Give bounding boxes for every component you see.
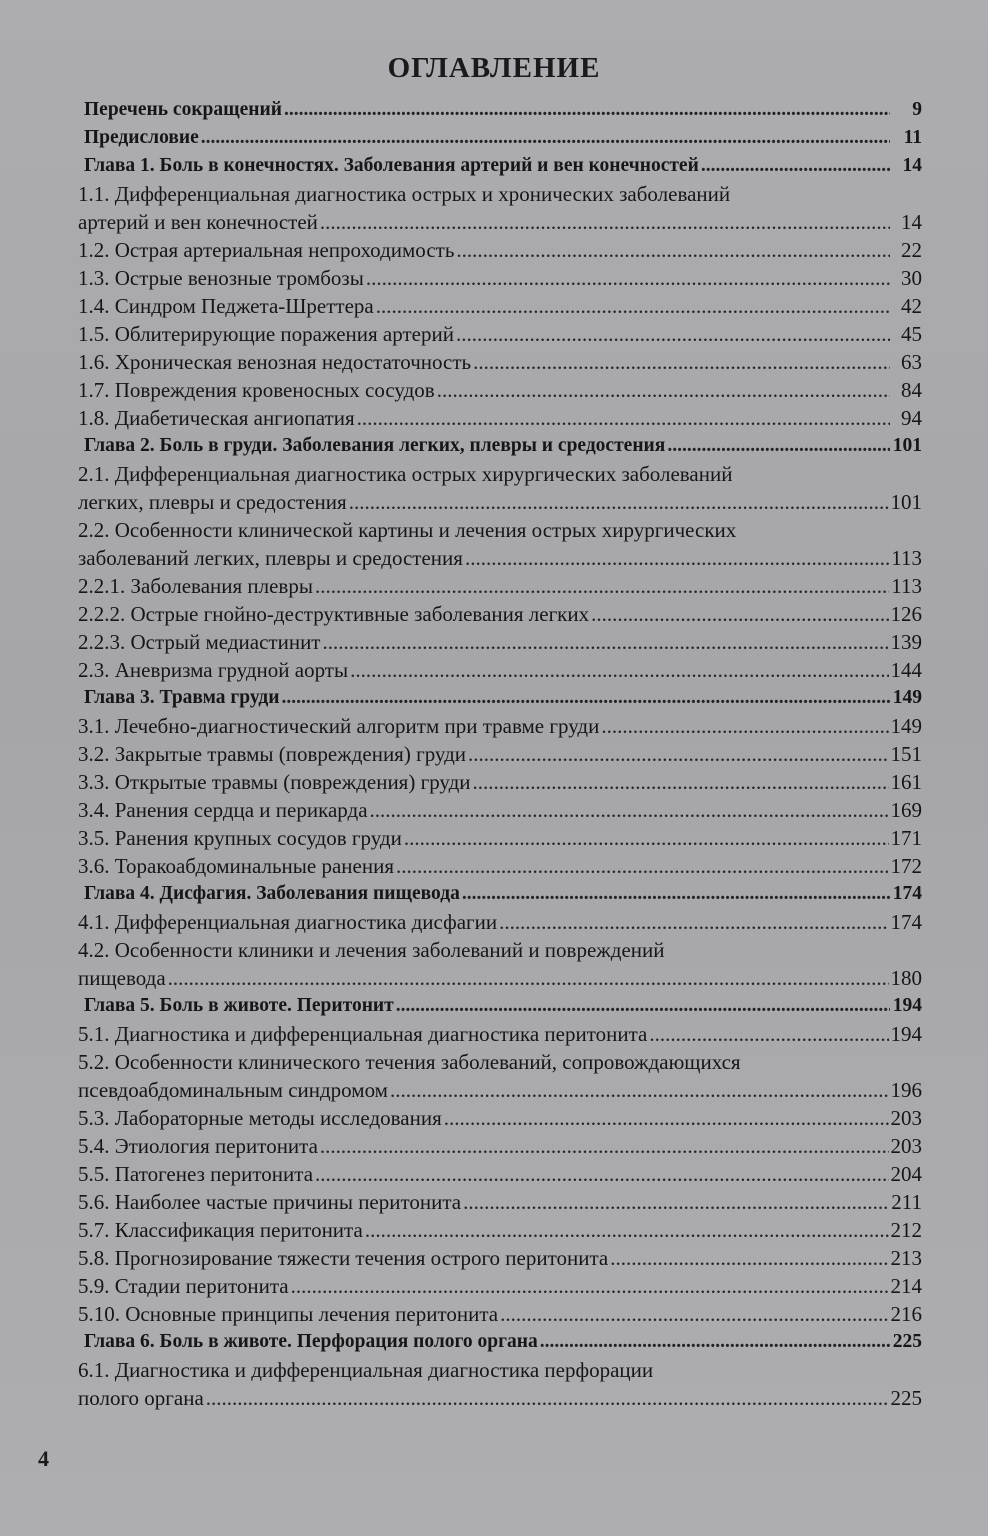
dot-leader [456,320,890,348]
toc-page-number: 30 [901,266,922,290]
toc-section-entry [72,628,922,656]
toc-chapter-entry [72,684,922,712]
dot-leader [437,376,890,404]
toc-chapter-entry [72,992,922,1020]
toc-entry-title: легких, плевры и средостения [78,490,347,514]
toc-page-number: 113 [891,574,922,598]
toc-section-entry [72,1048,922,1104]
toc-page-number: 94 [901,406,922,430]
table-of-contents [72,96,922,1412]
toc-page-number: 22 [901,238,922,262]
toc-page-number: 194 [890,1022,922,1046]
toc-page-number: 126 [890,602,922,626]
toc-entry-title: 5.3. Лабораторные методы исследования [78,1106,442,1130]
toc-entry-title: заболеваний легких, плевры и средостения [78,546,463,570]
toc-page-number: 84 [901,378,922,402]
toc-section-entry [72,376,922,404]
dot-leader [701,152,890,180]
dot-leader [610,1244,888,1272]
toc-entry-title: псевдоабдоминальным синдромом [78,1078,388,1102]
toc-page-number: 211 [891,1190,922,1214]
toc-entry-title: Глава 5. Боль в животе. Перитонит [84,995,394,1016]
toc-entry-title: Глава 4. Дисфагия. Заболевания пищевода [84,883,460,904]
toc-entry-title: 3.3. Открытые травмы (повреждения) груди [78,770,471,794]
toc-entry-title: 5.10. Основные принципы лечения перитонита [78,1302,499,1326]
toc-section-entry [72,516,922,572]
toc-section-entry [72,768,922,796]
toc-section-entry [72,656,922,684]
toc-entry-title-first-line: 5.2. Особенности клинического течения заболеваний, сопровождающихся [78,1050,741,1074]
dot-leader [315,1160,888,1188]
toc-page-number: 212 [890,1218,922,1242]
toc-section-entry [72,460,922,516]
toc-section-entry [72,292,922,320]
toc-section-entry [72,180,922,236]
dot-leader [376,292,890,320]
toc-chapter-entry [72,880,922,908]
dot-leader [667,432,890,460]
dot-leader [540,1328,890,1356]
toc-section-entry [72,600,922,628]
toc-chapter-entry [72,124,922,152]
toc-page-number: 203 [890,1106,922,1130]
toc-page-number: 149 [890,714,922,738]
dot-leader [444,1104,889,1132]
toc-page-number: 174 [890,910,922,934]
dot-leader [322,628,888,656]
toc-page-number: 171 [890,826,922,850]
toc-entry-title: пищевода [78,966,166,990]
toc-page-number: 203 [890,1134,922,1158]
toc-page-number: 180 [890,966,922,990]
toc-page-number: 11 [903,127,922,148]
toc-section-entry [72,824,922,852]
toc-section-entry [72,740,922,768]
toc-page-number: 45 [901,322,922,346]
toc-entry-title: артерий и вен конечностей [78,210,318,234]
toc-section-entry [72,1104,922,1132]
toc-page-number: 213 [890,1246,922,1270]
toc-entry-title: 5.5. Патогенез перитонита [78,1162,314,1186]
toc-entry-title: Глава 1. Боль в конечностях. Заболевания артерий и вен конечностей [84,155,699,176]
dot-leader [370,796,889,824]
toc-section-entry [72,1272,922,1300]
toc-page-number: 14 [902,155,922,176]
toc-entry-title: 5.9. Стадии перитонита [78,1274,289,1298]
toc-page-number: 169 [890,798,922,822]
toc-section-entry [72,404,922,432]
toc-section-entry [72,264,922,292]
dot-leader [390,1076,889,1104]
toc-section-entry [72,348,922,376]
dot-leader [349,488,889,516]
toc-section-entry [72,1300,922,1328]
dot-leader [456,236,890,264]
toc-page-number: 174 [892,883,922,904]
toc-page-number: 9 [912,99,922,120]
toc-page-number: 144 [890,658,922,682]
toc-entry-title: 5.1. Диагностика и дифференциальная диагностика перитонита [78,1022,648,1046]
toc-entry-title: 3.1. Лечебно-диагностический алгоритм при травме груди [78,714,600,738]
toc-entry-title-first-line: 2.2. Особенности клинической картины и лечения острых хирургических [78,518,737,542]
toc-page-number: 196 [890,1078,922,1102]
dot-leader [499,908,888,936]
dot-leader [291,1272,889,1300]
toc-page-number: 149 [892,687,922,708]
dot-leader [206,1384,889,1412]
page-title: ОГЛАВЛЕНИЕ [387,52,601,84]
toc-entry-title-first-line: 6.1. Диагностика и дифференциальная диагностика перфорации [78,1358,654,1382]
toc-entry-title: 4.1. Дифференциальная диагностика дисфагии [78,910,498,934]
toc-page-number: 63 [901,350,922,374]
dot-leader [350,656,888,684]
toc-section-entry [72,1132,922,1160]
dot-leader [473,768,889,796]
toc-chapter-entry [72,152,922,180]
toc-section-entry [72,320,922,348]
dot-leader [281,684,890,712]
toc-page-number: 214 [890,1274,922,1298]
toc-page-number: 204 [890,1162,922,1186]
toc-section-entry [72,572,922,600]
toc-entry-title: 3.2. Закрытые травмы (повреждения) груди [78,742,467,766]
toc-entry-title: 5.7. Классификация перитонита [78,1218,363,1242]
toc-entry-title-first-line: 4.2. Особенности клиники и лечения заболеваний и повреждений [78,938,665,962]
dot-leader [320,1132,889,1160]
toc-section-entry [72,1020,922,1048]
toc-chapter-entry [72,1328,922,1356]
toc-section-entry [72,936,922,992]
toc-section-entry [72,908,922,936]
toc-entry-title-first-line: 1.1. Дифференциальная диагностика острых и хронических заболеваний [78,182,731,206]
dot-leader [201,124,890,152]
toc-entry-title: 2.3. Аневризма грудной аорты [78,658,349,682]
toc-entry-title: 5.6. Наиболее частые причины перитонита [78,1190,462,1214]
toc-entry-title: 1.7. Повреждения кровеносных сосудов [78,378,435,402]
dot-leader [168,964,889,992]
toc-page-number: 172 [890,854,922,878]
dot-leader [465,544,889,572]
dot-leader [500,1300,888,1328]
toc-entry-title: 1.3. Острые венозные тромбозы [78,266,364,290]
toc-entry-title: 2.2.1. Заболевания плевры [78,574,313,598]
toc-page-number: 225 [890,1386,922,1410]
toc-page-number: 139 [890,630,922,654]
toc-section-entry [72,1356,922,1412]
toc-page-number: 161 [890,770,922,794]
toc-page-number: 113 [891,546,922,570]
toc-section-entry [72,1160,922,1188]
toc-section-entry [72,712,922,740]
toc-section-entry [72,1216,922,1244]
toc-entry-title: Глава 6. Боль в животе. Перфорация полого органа [84,1331,538,1352]
toc-section-entry [72,852,922,880]
toc-page-number: 194 [892,995,922,1016]
toc-entry-title: 2.2.2. Острые гнойно-деструктивные заболевания легких [78,602,590,626]
dot-leader [396,852,889,880]
toc-entry-title: Перечень сокращений [84,99,282,120]
dot-leader [591,600,888,628]
dot-leader [462,880,890,908]
toc-entry-title: 3.5. Ранения крупных сосудов груди [78,826,402,850]
toc-page-number: 225 [892,1331,922,1352]
toc-entry-title: 5.4. Этиология перитонита [78,1134,318,1158]
dot-leader [473,348,890,376]
dot-leader [315,572,889,600]
toc-page-number: 101 [890,490,922,514]
toc-entry-title: 3.6. Торакоабдоминальные ранения [78,854,394,878]
dot-leader [365,1216,889,1244]
toc-entry-title-first-line: 2.1. Дифференциальная диагностика острых хирургических заболеваний [78,462,733,486]
toc-section-entry [72,796,922,824]
toc-entry-title: 2.2.3. Острый медиастинит [78,630,321,654]
toc-entry-title: Глава 3. Травма груди [84,687,280,708]
dot-leader [404,824,889,852]
dot-leader [284,96,890,124]
dot-leader [601,712,888,740]
toc-entry-title: Предисловие [84,127,199,148]
dot-leader [320,208,890,236]
toc-entry-title: 3.4. Ранения сердца и перикарда [78,798,368,822]
page-number: 4 [38,1446,49,1471]
toc-entry-title: 1.2. Острая артериальная непроходимость [78,238,455,262]
toc-entry-title: полого органа [78,1386,204,1410]
toc-section-entry [72,236,922,264]
toc-entry-title: 5.8. Прогнозирование тяжести течения острого перитонита [78,1246,609,1270]
dot-leader [366,264,890,292]
toc-entry-title: 1.4. Синдром Педжета-Шреттера [78,294,374,318]
toc-chapter-entry [72,432,922,460]
toc-entry-title: Глава 2. Боль в груди. Заболевания легких, плевры и средостения [84,435,666,456]
toc-page-number: 14 [901,210,922,234]
toc-chapter-entry [72,96,922,124]
toc-page-number: 101 [892,435,922,456]
toc-entry-title: 1.5. Облитерирующие поражения артерий [78,322,454,346]
dot-leader [649,1020,888,1048]
toc-page-number: 151 [890,742,922,766]
toc-entry-title: 1.6. Хроническая венозная недостаточность [78,350,472,374]
toc-page-number: 216 [890,1302,922,1326]
dot-leader [357,404,890,432]
dot-leader [396,992,890,1020]
dot-leader [463,1188,889,1216]
toc-section-entry [72,1188,922,1216]
toc-entry-title: 1.8. Диабетическая ангиопатия [78,406,355,430]
toc-page-number: 42 [901,294,922,318]
dot-leader [468,740,888,768]
toc-section-entry [72,1244,922,1272]
